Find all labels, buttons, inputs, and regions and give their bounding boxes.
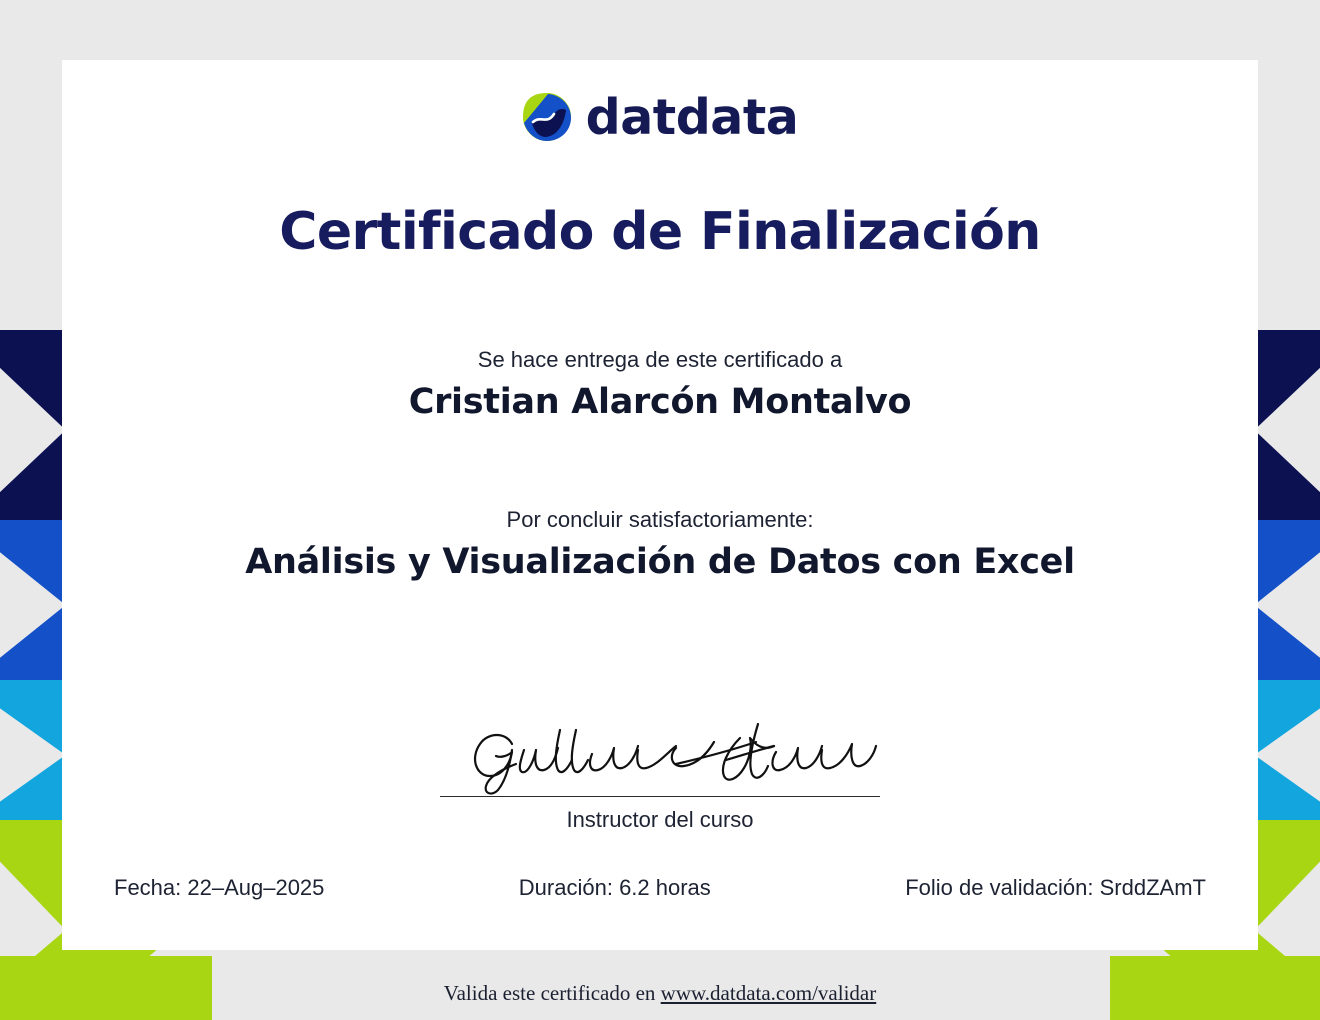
footer-validation (0, 981, 1320, 1006)
brand-name: datdata (585, 88, 799, 146)
course-lead-text: Por concluir satisfactoriamente: (506, 507, 814, 532)
validation-link[interactable]: www.datdata.com/validar (660, 981, 877, 1005)
course-name: Análisis y Visualización de Datos con Excel (245, 542, 1075, 582)
datdata-leaf-logo-icon (522, 92, 572, 142)
meta-duration: Duración: 6.2 horas (518, 875, 711, 900)
certificate-meta-row (114, 875, 1206, 901)
footer-text: Valida este certificado en (443, 981, 661, 1005)
signature-handwriting-icon (440, 720, 880, 796)
signature-label: Instructor del curso (566, 807, 754, 832)
recipient-lead-text: Se hace entrega de este certificado a (477, 347, 843, 372)
page-title: Certificado de Finalización (279, 202, 1041, 262)
certificate-card (62, 60, 1258, 950)
meta-folio: Folio de validación: SrddZAmT (905, 875, 1206, 900)
meta-date: Fecha: 22–Aug–2025 (114, 875, 325, 900)
brand-lockup (62, 88, 1258, 146)
course-block (62, 503, 1258, 582)
recipient-block (62, 343, 1258, 422)
signature-rule (440, 796, 880, 797)
signature-block (62, 720, 1258, 833)
recipient-name: Cristian Alarcón Montalvo (408, 382, 912, 422)
